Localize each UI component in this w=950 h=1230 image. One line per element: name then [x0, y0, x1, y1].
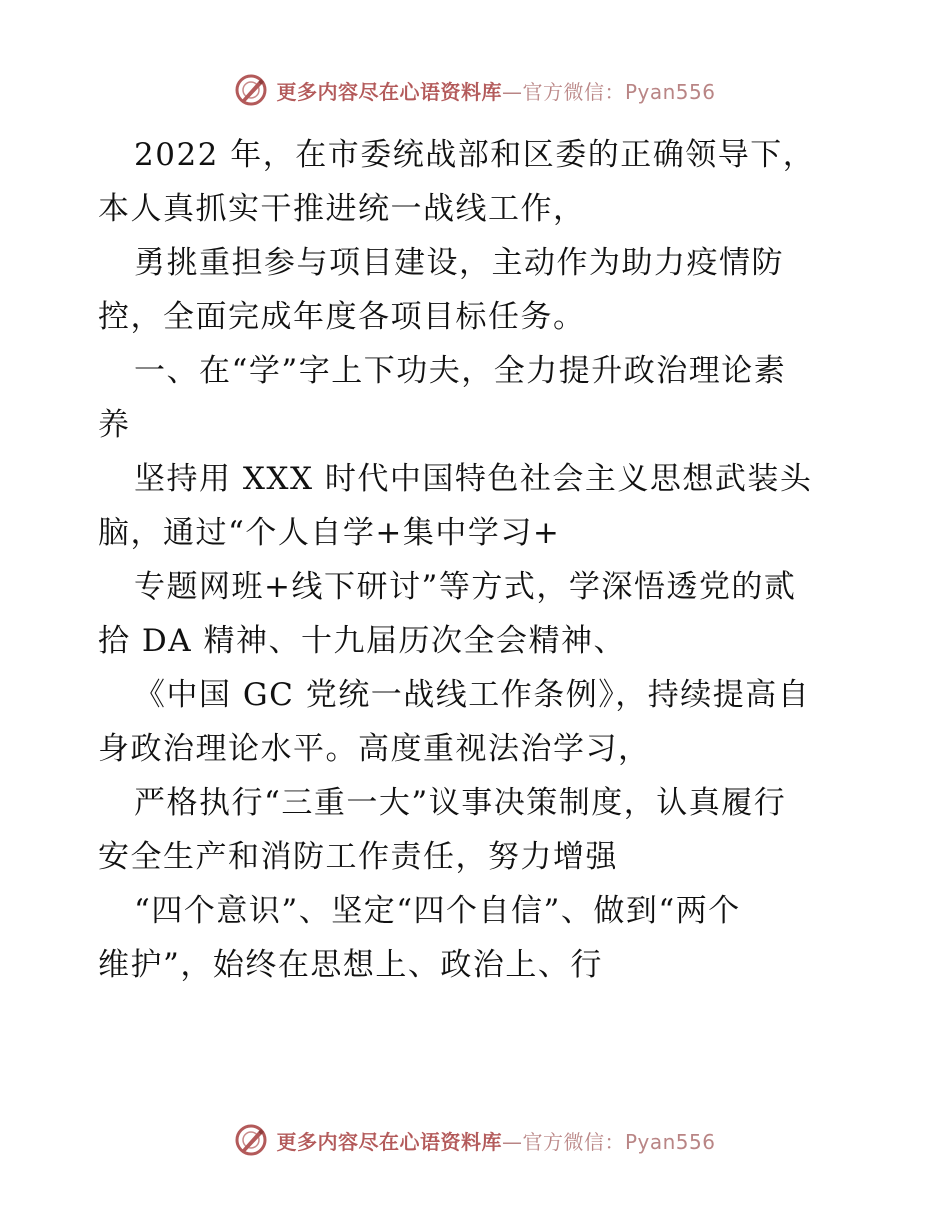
header-watermark	[0, 70, 950, 110]
footer-watermark	[0, 1120, 950, 1160]
pen-circle-logo-icon	[234, 73, 268, 107]
text-line-14: 安全生产和消防工作责任，努力增强	[98, 839, 618, 875]
text-line-12: 身政治理论水平。高度重视法治学习，	[98, 731, 651, 767]
watermark-separator: —	[501, 1129, 523, 1154]
text-line-4: 控，全面完成年度各项目标任务。	[98, 299, 586, 335]
section-heading-line-1: 一、在“学”字上下功夫，全力提升政治理论素	[134, 353, 787, 389]
text-line-10: 拾 DA 精神、十九届历次全会精神、	[98, 623, 626, 659]
document-body	[98, 128, 858, 992]
watermark-wechat: 官方微信：Pyan556	[522, 79, 716, 104]
section-heading-line-2: 养	[98, 407, 131, 443]
text-line-11: 《中国 GC 党统一战线工作条例》，持续提高自	[134, 677, 811, 713]
text-line-2: 本人真抓实干推进统一战线工作，	[98, 191, 586, 227]
watermark-separator: —	[501, 79, 523, 104]
watermark-site-name: 更多内容尽在心语资料库	[276, 1129, 502, 1154]
watermark-wechat: 官方微信：Pyan556	[522, 1129, 716, 1154]
watermark-text	[276, 1126, 715, 1155]
text-line-8: 脑，通过“个人自学+集中学习+	[98, 515, 561, 551]
text-line-3: 勇挑重担参与项目建设，主动作为助力疫情防	[134, 245, 784, 281]
text-line-13: 严格执行“三重一大”议事决策制度，认真履行	[134, 785, 787, 821]
text-line-16: 维护”，始终在思想上、政治上、行	[98, 947, 603, 983]
text-line-1: 2022 年，在市委统战部和区委的正确领导下，	[134, 137, 816, 173]
watermark-text	[276, 76, 715, 105]
text-line-15: “四个意识”、坚定“四个自信”、做到“两个	[134, 893, 741, 929]
watermark-site-name: 更多内容尽在心语资料库	[276, 79, 502, 104]
text-line-7: 坚持用 XXX 时代中国特色社会主义思想武装头	[134, 461, 813, 497]
pen-circle-logo-icon	[234, 1123, 268, 1157]
text-line-9: 专题网班+线下研讨”等方式，学深悟透党的贰	[134, 569, 797, 605]
